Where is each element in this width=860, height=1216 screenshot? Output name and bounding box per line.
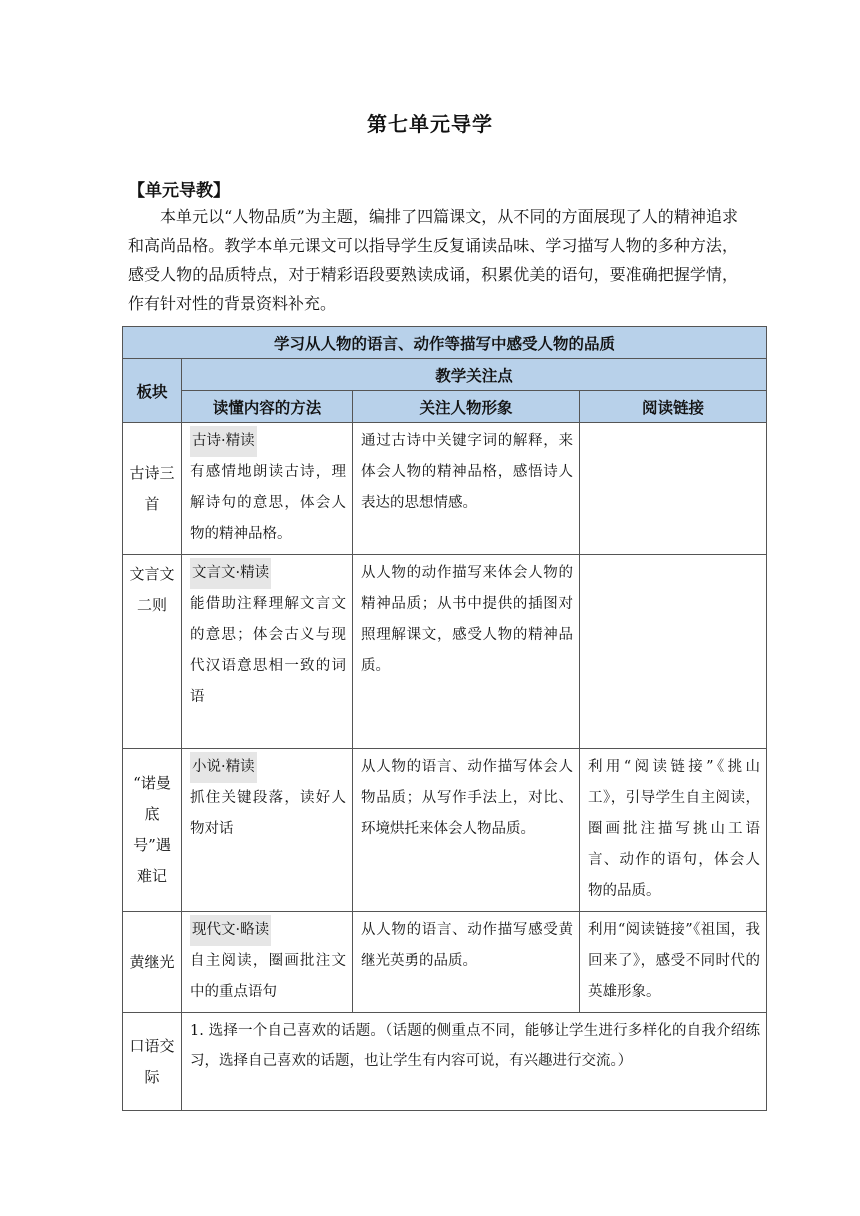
unit-guide-table (122, 326, 767, 1111)
table-row (123, 1013, 767, 1111)
row-method (182, 423, 353, 555)
row-link: 利用“阅读链接”《挑山工》，引导学生自主阅读，圈画批注描写挑山工语言、动作的语句，体会人物的品质。 (580, 749, 767, 912)
row-method-text: 抓住关键段落，读好人物对话 (190, 790, 346, 837)
row-section: 文言文二则 (123, 555, 182, 749)
row-link (580, 555, 767, 749)
row-tag: 现代文·略读 (190, 915, 271, 946)
table-row (123, 555, 767, 749)
table-row (123, 912, 767, 1013)
row-method-text: 能借助注释理解文言文的意思；体会古义与现代汉语意思相一致的词语 (190, 596, 346, 705)
section-heading: 【单元导教】 (128, 181, 230, 201)
row-method (182, 749, 353, 912)
row-method (182, 555, 353, 749)
row-image: 从人物的动作描写来体会人物的精神品质；从书中提供的插图对照理解课文，感受人物的精神品质。 (353, 555, 580, 749)
col-header-image: 关注人物形象 (353, 391, 580, 423)
table-row (123, 749, 767, 912)
col-header-method: 读懂内容的方法 (182, 391, 353, 423)
intro-text: 本单元以“人物品质”为主题，编排了四篇课文，从不同的方面展现了人的精神追求和高尚品格。教学本单元课文可以指导学生反复诵读品味、学习描写人物的多种方法，感受人物的品质特点，对于精彩语段要熟读成诵，积累优美的语句，要准确把握学情，作有针对性的背景资料补充。 (128, 207, 738, 313)
row-section: 黄继光 (123, 912, 182, 1013)
row-image: 从人物的语言、动作描写感受黄继光英勇的品质。 (353, 912, 580, 1013)
row-tag: 小说·精读 (190, 752, 257, 783)
row-method-text: 有感情地朗读古诗，理解诗句的意思，体会人物的精神品格。 (190, 464, 346, 542)
row-section: “诺曼底号”遇难记 (123, 749, 182, 912)
row-section: 口语交际 (123, 1013, 182, 1111)
row-tag: 文言文·精读 (190, 558, 271, 589)
row-image: 从人物的语言、动作描写体会人物品质；从写作手法上，对比、环境烘托来体会人物品质。 (353, 749, 580, 912)
col-header-section: 板块 (123, 359, 182, 423)
row-link (580, 423, 767, 555)
row-section: 古诗三首 (123, 423, 182, 555)
col-header-link: 阅读链接 (580, 391, 767, 423)
row-method-text: 自主阅读，圈画批注文中的重点语句 (190, 953, 346, 1000)
table-main-header: 学习从人物的语言、动作等描写中感受人物的品质 (123, 327, 767, 359)
page-title: 第七单元导学 (367, 112, 493, 136)
intro-paragraph (128, 202, 738, 318)
row-link: 利用“阅读链接”《祖国，我回来了》，感受不同时代的英雄形象。 (580, 912, 767, 1013)
col-header-focus: 教学关注点 (182, 359, 767, 391)
row-method (182, 912, 353, 1013)
row-tag: 古诗·精读 (190, 426, 257, 457)
table-row (123, 423, 767, 555)
oral-text: 1. 选择一个自己喜欢的话题。（话题的侧重点不同，能够让学生进行多样化的自我介绍练习，选择自己喜欢的话题，也让学生有内容可说，有兴趣进行交流。） (182, 1013, 767, 1111)
row-image: 通过古诗中关键字词的解释，来体会人物的精神品格，感悟诗人表达的思想情感。 (353, 423, 580, 555)
